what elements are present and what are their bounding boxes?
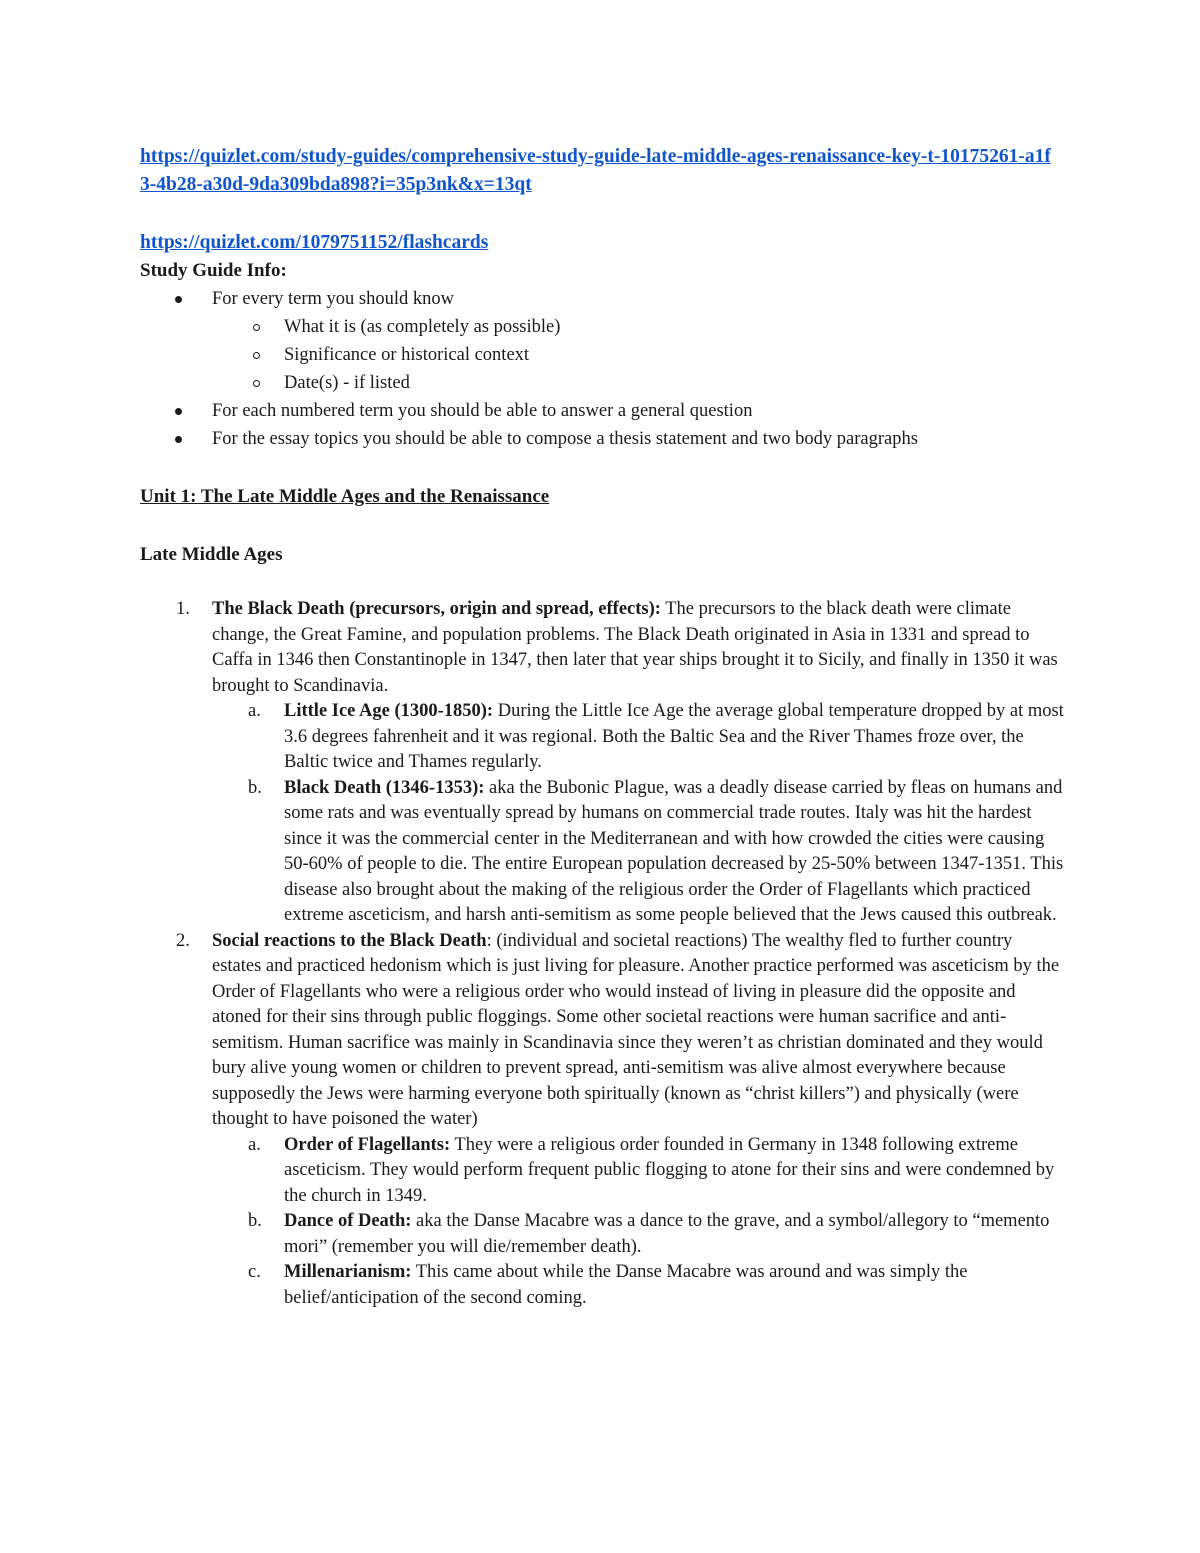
bullet-icon bbox=[175, 436, 182, 443]
subterm-item bbox=[140, 699, 1065, 776]
unit-heading: Unit 1: The Late Middle Ages and the Renaissance bbox=[140, 486, 550, 507]
term-number: 2. bbox=[176, 930, 190, 951]
term-definition: The precursors to the black death were climate change, the Great Famine, and population problems. The Black Death originated in Asia in 1331 and spread to Caffa in 1346 then Constantinople in 1347, then later that year ships brought it to Sicily, and finally in 1350 it was brought to Scandinavia. bbox=[212, 599, 1058, 696]
bullet-text: For each numbered term you should be able to answer a general question bbox=[212, 401, 753, 421]
subterm-letter: a. bbox=[248, 1134, 261, 1155]
sub-bullet-item bbox=[140, 369, 1065, 397]
circle-bullet-icon bbox=[253, 352, 260, 359]
sub-bullet-text: What it is (as completely as possible) bbox=[284, 317, 561, 337]
subterm-definition: This came about while the Danse Macabre was around and was simply the belief/anticipation of the second coming. bbox=[284, 1262, 968, 1308]
section-heading: Late Middle Ages bbox=[140, 544, 283, 565]
bullet-item bbox=[140, 425, 1065, 453]
circle-bullet-icon bbox=[253, 380, 260, 387]
flashcards-link[interactable]: https://quizlet.com/1079751152/flashcards bbox=[140, 232, 489, 253]
subterm-title: Little Ice Age (1300-1850): bbox=[284, 701, 494, 721]
sub-bullet-item bbox=[140, 341, 1065, 369]
bullet-icon bbox=[175, 296, 182, 303]
subterm-group bbox=[140, 699, 1065, 929]
subterm-letter: b. bbox=[248, 777, 262, 798]
study-guide-bullets bbox=[140, 285, 1065, 453]
subterm-definition: They were a religious order founded in Germany in 1348 following extreme asceticism. They would perform frequent public flogging to atone for their sins and were condemned by the church in 1349. bbox=[284, 1134, 1055, 1206]
subterm-item bbox=[140, 1133, 1065, 1210]
term-definition: : (individual and societal reactions) The wealthy fled to further country estates and practiced hedonism which is just living for pleasure. Another practice performed was asceticism by the Order of Flagellants who were a religious order who would instead of living in pleasure did the opposite and atoned for their sins through public floggings. Some other societal reactions were human sacrifice and anti-semitism. Human sacrifice was mainly in Scandinavia since they weren’t as christian dominated and they would bury alive young women or children to prevent spread, anti-semitism was alive almost everywhere because supposedly the Jews were harming everyone both spiritually (known as “christ killers”) and physically (were thought to have poisoned the water) bbox=[212, 930, 1060, 1129]
subterm-title: Dance of Death: bbox=[284, 1211, 412, 1231]
subterm-definition: aka the Bubonic Plague, was a deadly disease carried by fleas on humans and some rats and was eventually spread by humans on commercial trade routes. Italy was hit the hardest since it was the commercial center in the Mediterranean and with how crowded the cities were causing 50-60% of people to die. The entire European population decreased by 25-50% between 1347-1351. This disease also brought about the making of the religious order the Order of Flagellants which practiced extreme asceticism, and harsh anti-semitism as some people believed that the Jews caused this outbreak. bbox=[284, 777, 1064, 925]
study-guide-title: Study Guide Info: bbox=[140, 260, 287, 281]
bullet-item bbox=[140, 285, 1065, 313]
subterm-definition: During the Little Ice Age the average global temperature dropped by at most 3.6 degrees fahrenheit and it was regional. Both the Baltic Sea and the River Thames froze over, the Baltic twice and Thames regularly. bbox=[284, 701, 1064, 772]
study-guide-link[interactable]: https://quizlet.com/study-guides/comprehensive-study-guide-late-middle-ages-renaissance-key-t-10175261-a1f3-4b28-a30d-9da309bda898?i=35p3nk&x=13qt bbox=[140, 146, 1051, 195]
term-title: The Black Death (precursors, origin and spread, effects): bbox=[212, 599, 661, 619]
subterm-title: Millenarianism: bbox=[284, 1262, 412, 1282]
subterm-item bbox=[140, 1260, 1065, 1311]
sub-bullet-item bbox=[140, 313, 1065, 341]
circle-bullet-icon bbox=[253, 324, 260, 331]
subterm-letter: b. bbox=[248, 1211, 262, 1231]
subterm-group bbox=[140, 1133, 1065, 1312]
subterm-title: Order of Flagellants: bbox=[284, 1134, 451, 1155]
term-title: Social reactions to the Black Death bbox=[212, 930, 487, 951]
sub-bullet-group bbox=[140, 313, 1065, 397]
bullet-text: For every term you should know bbox=[212, 289, 455, 309]
bullet-icon bbox=[175, 408, 182, 415]
term-item bbox=[140, 929, 1065, 1133]
terms-list bbox=[140, 597, 1065, 1311]
subterm-item bbox=[140, 776, 1065, 929]
term-number: 1. bbox=[176, 599, 190, 619]
subterm-definition: aka the Danse Macabre was a dance to the grave, and a symbol/allegory to “memento mori” (remember you will die/remember death). bbox=[284, 1211, 1050, 1257]
subterm-title: Black Death (1346-1353): bbox=[284, 777, 485, 798]
sub-bullet-text: Date(s) - if listed bbox=[284, 373, 410, 393]
bullet-text: For the essay topics you should be able to compose a thesis statement and two body paragraphs bbox=[212, 429, 918, 449]
document-page bbox=[140, 143, 1065, 1311]
subterm-letter: c. bbox=[248, 1262, 261, 1282]
bullet-item bbox=[140, 397, 1065, 425]
term-item bbox=[140, 597, 1065, 699]
subterm-item bbox=[140, 1209, 1065, 1260]
sub-bullet-text: Significance or historical context bbox=[284, 345, 530, 365]
subterm-letter: a. bbox=[248, 701, 261, 721]
